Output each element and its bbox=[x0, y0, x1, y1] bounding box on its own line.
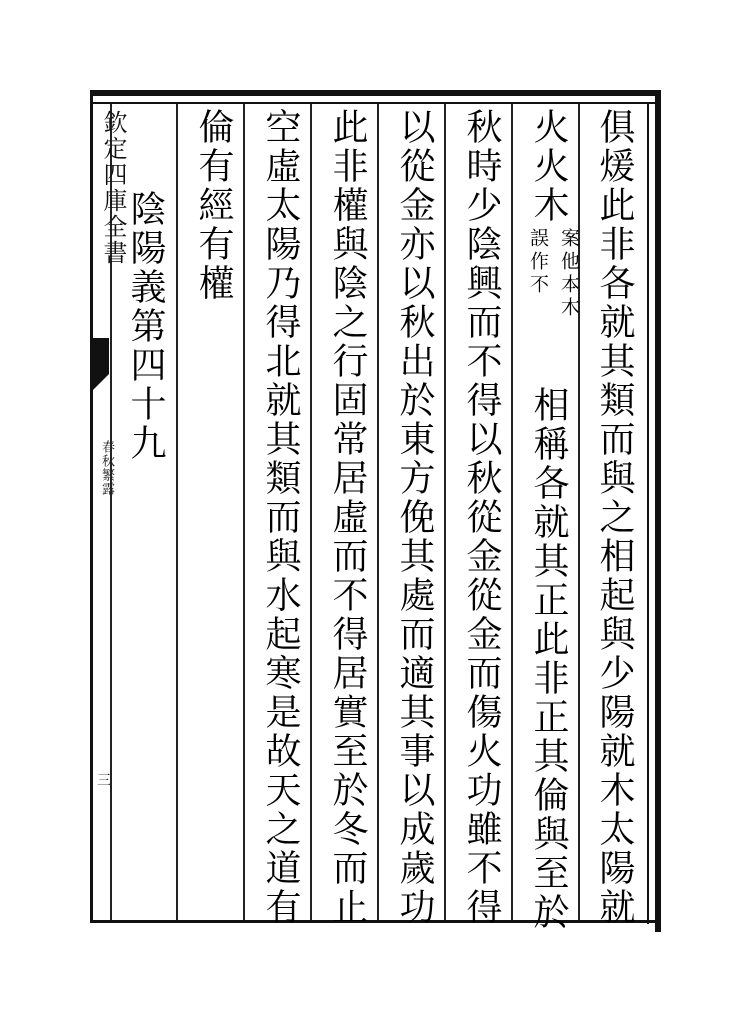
frame-top-rule bbox=[90, 90, 661, 96]
fishtail-mark bbox=[93, 338, 109, 374]
frame-left-rule bbox=[90, 90, 93, 923]
column-rule bbox=[511, 104, 513, 920]
gutter-title: 欽定四庫全書 bbox=[99, 110, 127, 266]
chapter-heading: 陰陽義第四十九 bbox=[125, 190, 166, 463]
column-rule bbox=[377, 104, 379, 920]
column-rule bbox=[578, 104, 580, 920]
column-rule bbox=[444, 104, 446, 920]
text-column-2-head: 火火木 bbox=[528, 108, 569, 225]
column-rule bbox=[243, 104, 245, 920]
text-column-6: 空虛太陽乃得北就其類而與水起寒是故天之道有 bbox=[260, 108, 301, 927]
frame-bottom-rule bbox=[90, 920, 661, 923]
gutter-book-title: 春秋繁露 bbox=[99, 440, 114, 496]
text-column-4: 以從金亦以秋出於東方俛其處而適其事以成歲功 bbox=[394, 108, 435, 927]
frame-right-inner-rule bbox=[647, 102, 649, 924]
frame-right-rule bbox=[655, 90, 661, 932]
annotation-note-right: 案他本木 bbox=[558, 228, 580, 320]
text-column-5: 此非權與陰之行固常居虛而不得居實至於冬而止 bbox=[327, 108, 368, 927]
text-column-7: 倫有經有權 bbox=[193, 108, 234, 303]
fishtail-mark-tail bbox=[93, 374, 109, 390]
folio-number: 三 bbox=[97, 773, 111, 789]
annotation-note-left: 誤作不 bbox=[527, 228, 549, 297]
text-column-2-body: 相稱各就其正此非正其倫與至於 bbox=[528, 386, 569, 932]
column-rule bbox=[310, 104, 312, 920]
text-column-3: 秋時少陰興而不得以秋從金從金而傷火功雖不得 bbox=[461, 108, 502, 927]
text-column-1: 俱煖此非各就其類而與之相起與少陽就木太陽就 bbox=[594, 108, 635, 927]
column-rule bbox=[176, 104, 178, 920]
